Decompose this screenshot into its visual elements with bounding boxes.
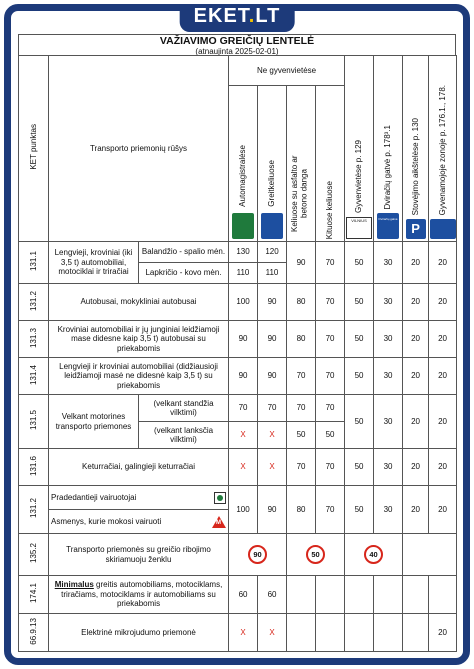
motorway-sign-icon	[232, 213, 254, 239]
table-row: Asmenys, kurie mokosi vairuoti M	[19, 510, 457, 534]
table-row: Lapkričio - kovo mėn. 110 110	[19, 263, 457, 284]
table-row: 66.9.13 Elektrinė mikrojudumo priemonė X X 20	[19, 614, 457, 652]
speed-table	[18, 55, 457, 652]
residential-zone-sign-icon	[430, 219, 456, 239]
expressway-sign-icon	[261, 213, 283, 239]
table-row: 174.1 Minimalus greitis automobiliams, motociklams, triračiams, motociklams ir automobiliams su priekabomis 60 60	[19, 576, 457, 614]
header-transport: Transporto priemonių rūšys	[49, 56, 229, 242]
not-allowed-mark: X	[229, 614, 258, 652]
not-allowed-mark: X	[229, 449, 258, 486]
table-row: (velkant lanksčia vilktimi) X X 50 50	[19, 422, 457, 449]
header-residential: Gyvenamojoje zonoje p. 176.1., 178.	[429, 56, 457, 242]
parking-sign-icon: P	[406, 219, 426, 239]
header-ket: KET punktas	[19, 56, 49, 242]
town-sign-icon: VILNIUS	[346, 217, 372, 239]
table-row: 135.2 Transporto priemonės su greičio ribojimo skiriamuoju ženklu 90 50 40	[19, 534, 457, 576]
learner-driver-sign-icon: M	[212, 516, 226, 528]
novice-driver-sign-icon	[214, 492, 226, 504]
title-box	[18, 34, 456, 55]
table-row: 131.5 Velkant motorines transporto priemones (velkant standžia vilktimi) 70 70 70 70 50 30 20 20	[19, 395, 457, 422]
table-row: 131.2 Autobusai, mokykliniai autobusai 100 90 80 70 50 30 20 20	[19, 284, 457, 321]
eket-logo: EKET.LT	[180, 4, 295, 32]
table-row: 131.3 Kroviniai automobiliai ir jų junginiai leidžiamoji mase didesne kaip 3,5 t) autobusai su priekabomis 90 90 80 70 50 30 20 20	[19, 321, 457, 358]
page-subtitle: (atnaujinta 2025-02-01)	[195, 47, 279, 56]
page-title: VAŽIAVIMO GREIČIŲ LENTELĖ	[159, 35, 315, 47]
not-allowed-mark: X	[258, 422, 287, 449]
speed-limit-sign-icon: 40	[364, 545, 383, 564]
header-expressway: Greitkeliuose	[258, 86, 287, 242]
not-allowed-mark: X	[229, 422, 258, 449]
table-row: 131.2 Pradedantieji vairuotojai 100 90 80 70 50 30 20 20	[19, 486, 457, 510]
header-other-roads: Kituose keliuose	[316, 86, 345, 242]
bike-street-sign-icon: Dviračių gatvė	[377, 213, 399, 239]
header-motorway: Automagistralėse	[229, 86, 258, 242]
header-towns: Gyvenvietėse p. 129 VILNIUS	[345, 56, 374, 242]
table-row: 131.6 Keturračiai, galingieji keturračiai X X 70 70 50 30 20 20	[19, 449, 457, 486]
speed-limit-sign-icon: 50	[306, 545, 325, 564]
header-bike: Dviračių gatvė p. 178³.1 Dviračių gatvė	[374, 56, 403, 242]
not-allowed-mark: X	[258, 614, 287, 652]
header-parking: Stovėjimo aikštelėse p. 130 P	[403, 56, 429, 242]
not-allowed-mark: X	[258, 449, 287, 486]
table-row: 131.1 Lengvieji, kroviniai (iki 3,5 t) automobiliai, motociklai ir triračiai Balandžio - spalio mėn. 130 120 90 70 50 30 20 20	[19, 242, 457, 263]
header-outside-towns: Ne gyvenvietėse	[229, 56, 345, 86]
header-asphalt: Keliuose su asfalto ar betono danga	[287, 86, 316, 242]
speed-limit-sign-icon: 90	[248, 545, 267, 564]
table-row: 131.4 Lengvieji ir kroviniai automobiliai (didžiausioji leidžiamoji masė ne didesnė kaip 3,5 t) su priekabomis 90 90 70 70 50 30 20 20	[19, 358, 457, 395]
